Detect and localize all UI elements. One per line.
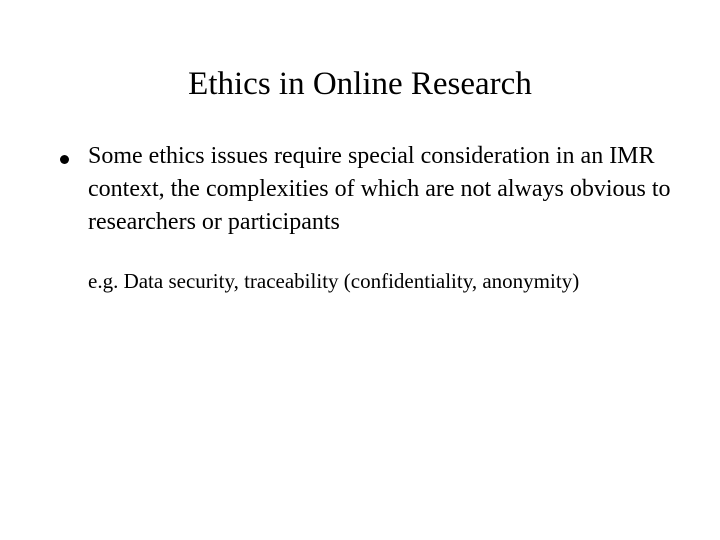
example-text: e.g. Data security, traceability (confidentiality, anonymity)	[88, 269, 580, 293]
slide-title: Ethics in Online Research	[188, 66, 532, 102]
bullet-text: Some ethics issues require special consideration in an IMR context, the complexities of which are not always obvious to researchers or participants	[88, 143, 671, 235]
bullet-icon	[60, 155, 69, 164]
